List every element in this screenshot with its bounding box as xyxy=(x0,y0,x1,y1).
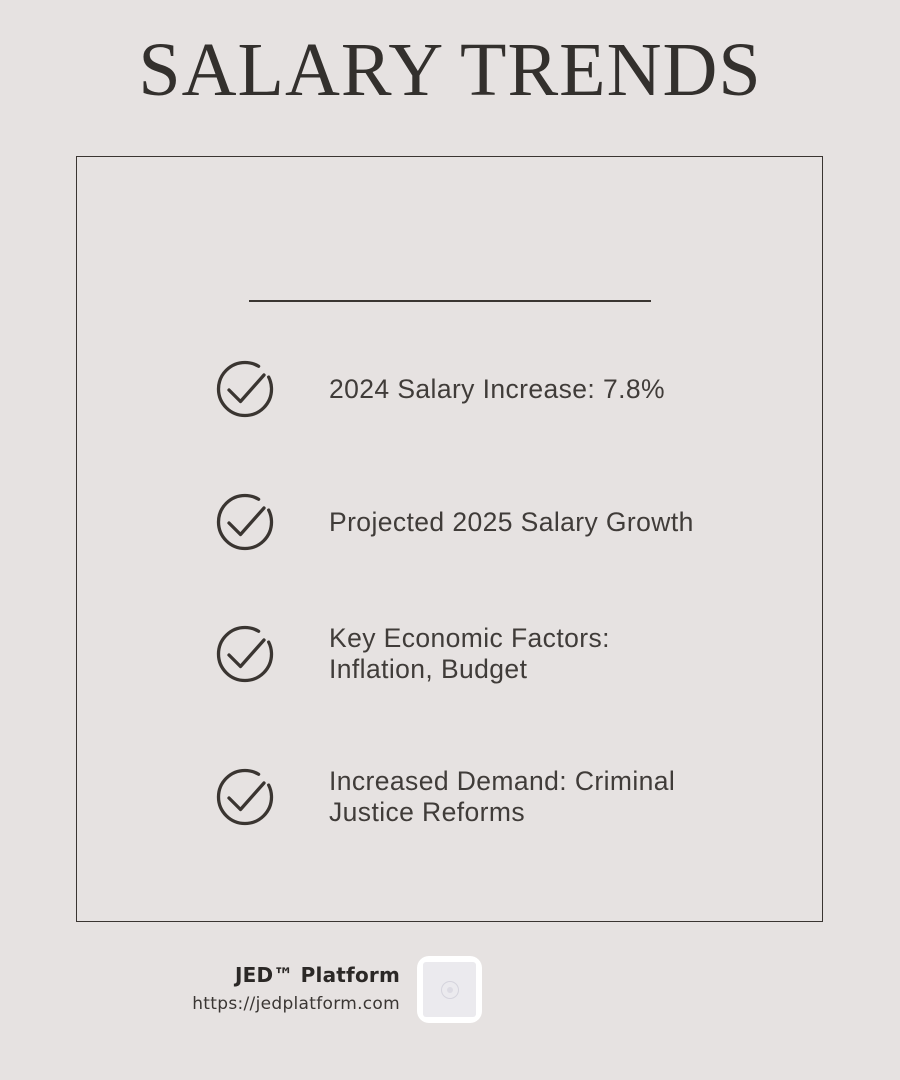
check-circle-icon xyxy=(215,767,275,827)
checklist-item xyxy=(215,766,675,828)
checklist-item-text: Projected 2025 Salary Growth xyxy=(329,506,694,537)
checklist-item xyxy=(215,623,610,685)
checklist-item-text: 2024 Salary Increase: 7.8% xyxy=(329,373,665,404)
check-circle-icon xyxy=(215,492,275,552)
check-circle-icon xyxy=(215,359,275,419)
divider-line xyxy=(249,300,651,302)
brand-logo-mark-icon xyxy=(441,981,459,999)
checklist-item xyxy=(215,359,665,419)
page-title: SALARY TRENDS xyxy=(138,28,762,112)
brand-logo-placeholder xyxy=(423,962,476,1017)
brand-url: https://jedplatform.com xyxy=(192,994,400,1014)
checklist-item-text: Increased Demand: Criminal Justice Reforms xyxy=(329,766,676,827)
checklist-item-text: Key Economic Factors: Inflation, Budget xyxy=(329,623,610,684)
content-card xyxy=(76,156,823,922)
footer xyxy=(0,963,400,1014)
check-circle-icon xyxy=(215,624,275,684)
brand-logo xyxy=(417,956,482,1023)
brand-name: JED™ Platform xyxy=(235,963,400,987)
checklist-item xyxy=(215,492,694,552)
